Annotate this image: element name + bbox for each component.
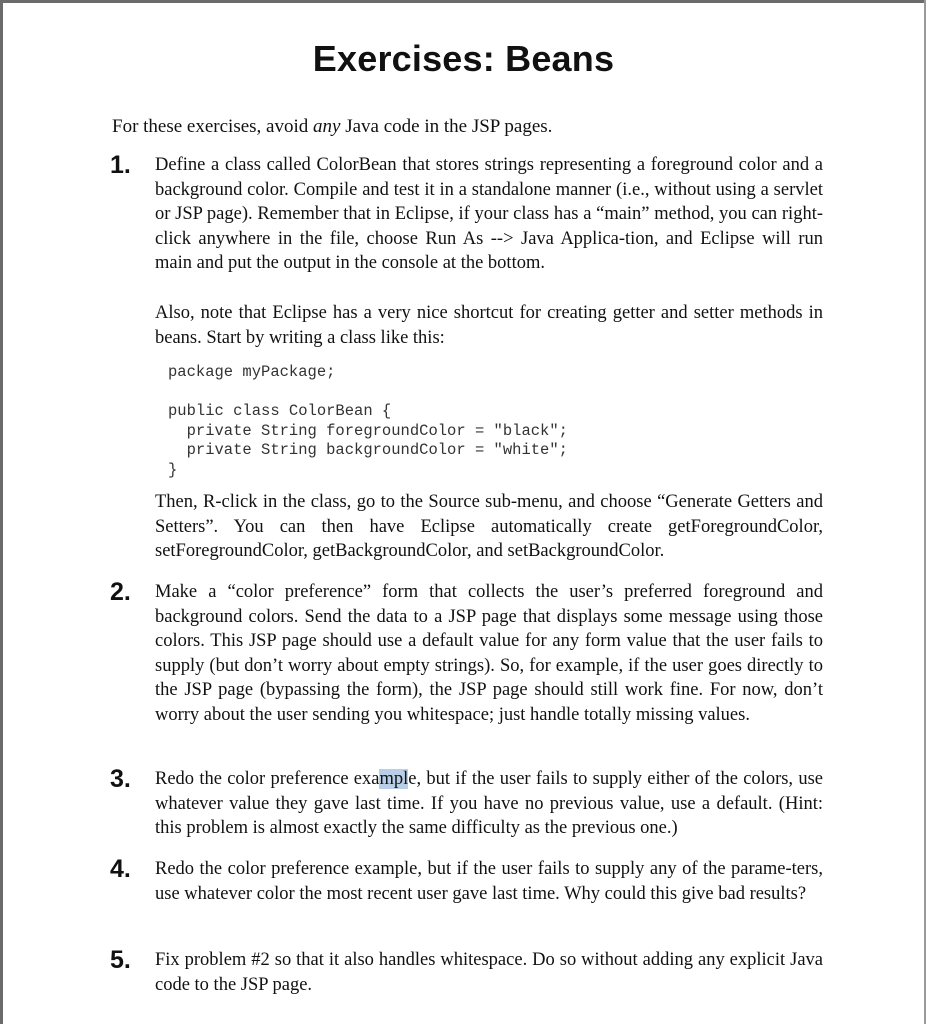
exercise-number: 4.: [110, 855, 131, 883]
exercise-number: 5.: [110, 946, 131, 974]
code-line: [168, 383, 568, 403]
document-page: [3, 3, 924, 1024]
exercise-3-text: [155, 767, 823, 841]
exercise-1-shortcut-paragraph: Also, note that Eclipse has a very nice shortcut for creating getter and setter methods in beans. Start by writing a class like this:: [155, 303, 823, 348]
intro-text-before: For these exercises, avoid: [112, 116, 314, 137]
intro-text-after: Java code in the JSP pages.: [340, 116, 553, 137]
code-line: }: [168, 460, 178, 479]
intro-paragraph: [112, 115, 832, 139]
exercise-number: 3.: [110, 765, 131, 793]
code-line: private String foregroundColor = "black";: [168, 421, 568, 440]
exercise-3-text-before: Redo the color preference exa: [155, 769, 380, 789]
exercise-number: 1.: [110, 151, 131, 179]
text-selection-highlight[interactable]: mpl: [379, 769, 409, 789]
exercise-1-paragraph: Define a class called ColorBean that stores strings representing a foreground color and a background color. Compile and test it in a standalone manner (i.e., without using a servlet or JSP page). Remember that in Eclipse, if your class has a “main” method, you can right-click anywhere in the file, choose Run As --> Java Applica-tion, and Eclipse will run main and put the output in the console at the bottom.: [155, 155, 823, 273]
exercise-3-text-after: e, but if the user fails to supply either of the colors, use whatever value they gave last time. If you have no previous value, use a default. (Hint: this problem is almost exactly the same difficulty as the previous one.): [155, 769, 823, 838]
code-block: [168, 363, 568, 480]
exercise-1-generate-paragraph: Then, R-click in the class, go to the Source sub-menu, and choose “Generate Getters and Setters”. You can then have Eclipse automatically create getForegroundColor, setForegroundColor, getBackgroundColor, and setBackgroundColor.: [155, 492, 823, 561]
exercise-4-text: Redo the color preference example, but if the user fails to supply any of the parame-ters, use whatever color the most recent user gave last time. Why could this give bad results?: [155, 859, 823, 904]
exercise-number: 2.: [110, 578, 131, 606]
exercise-5-text: Fix problem #2 so that it also handles whitespace. Do so without adding any explicit Java code to the JSP page.: [155, 950, 823, 995]
exercise-2-text: Make a “color preference” form that collects the user’s preferred foreground and background colors. Send the data to a JSP page that displays some message using those colors. This JSP page should use a default value for any form value that the user fails to supply (but don’t worry about empty strings). So, for example, if the user goes directly to the JSP page (bypassing the form), the JSP page should still work fine. For now, don’t worry about the user sending you whitespace; just handle totally missing values.: [155, 582, 823, 725]
code-line: public class ColorBean {: [168, 402, 392, 420]
page-title: Exercises: Beans: [312, 38, 615, 79]
code-line: private String backgroundColor = "white";: [168, 441, 568, 459]
code-line: package myPackage;: [168, 363, 336, 381]
intro-emphasis: any: [313, 116, 341, 137]
